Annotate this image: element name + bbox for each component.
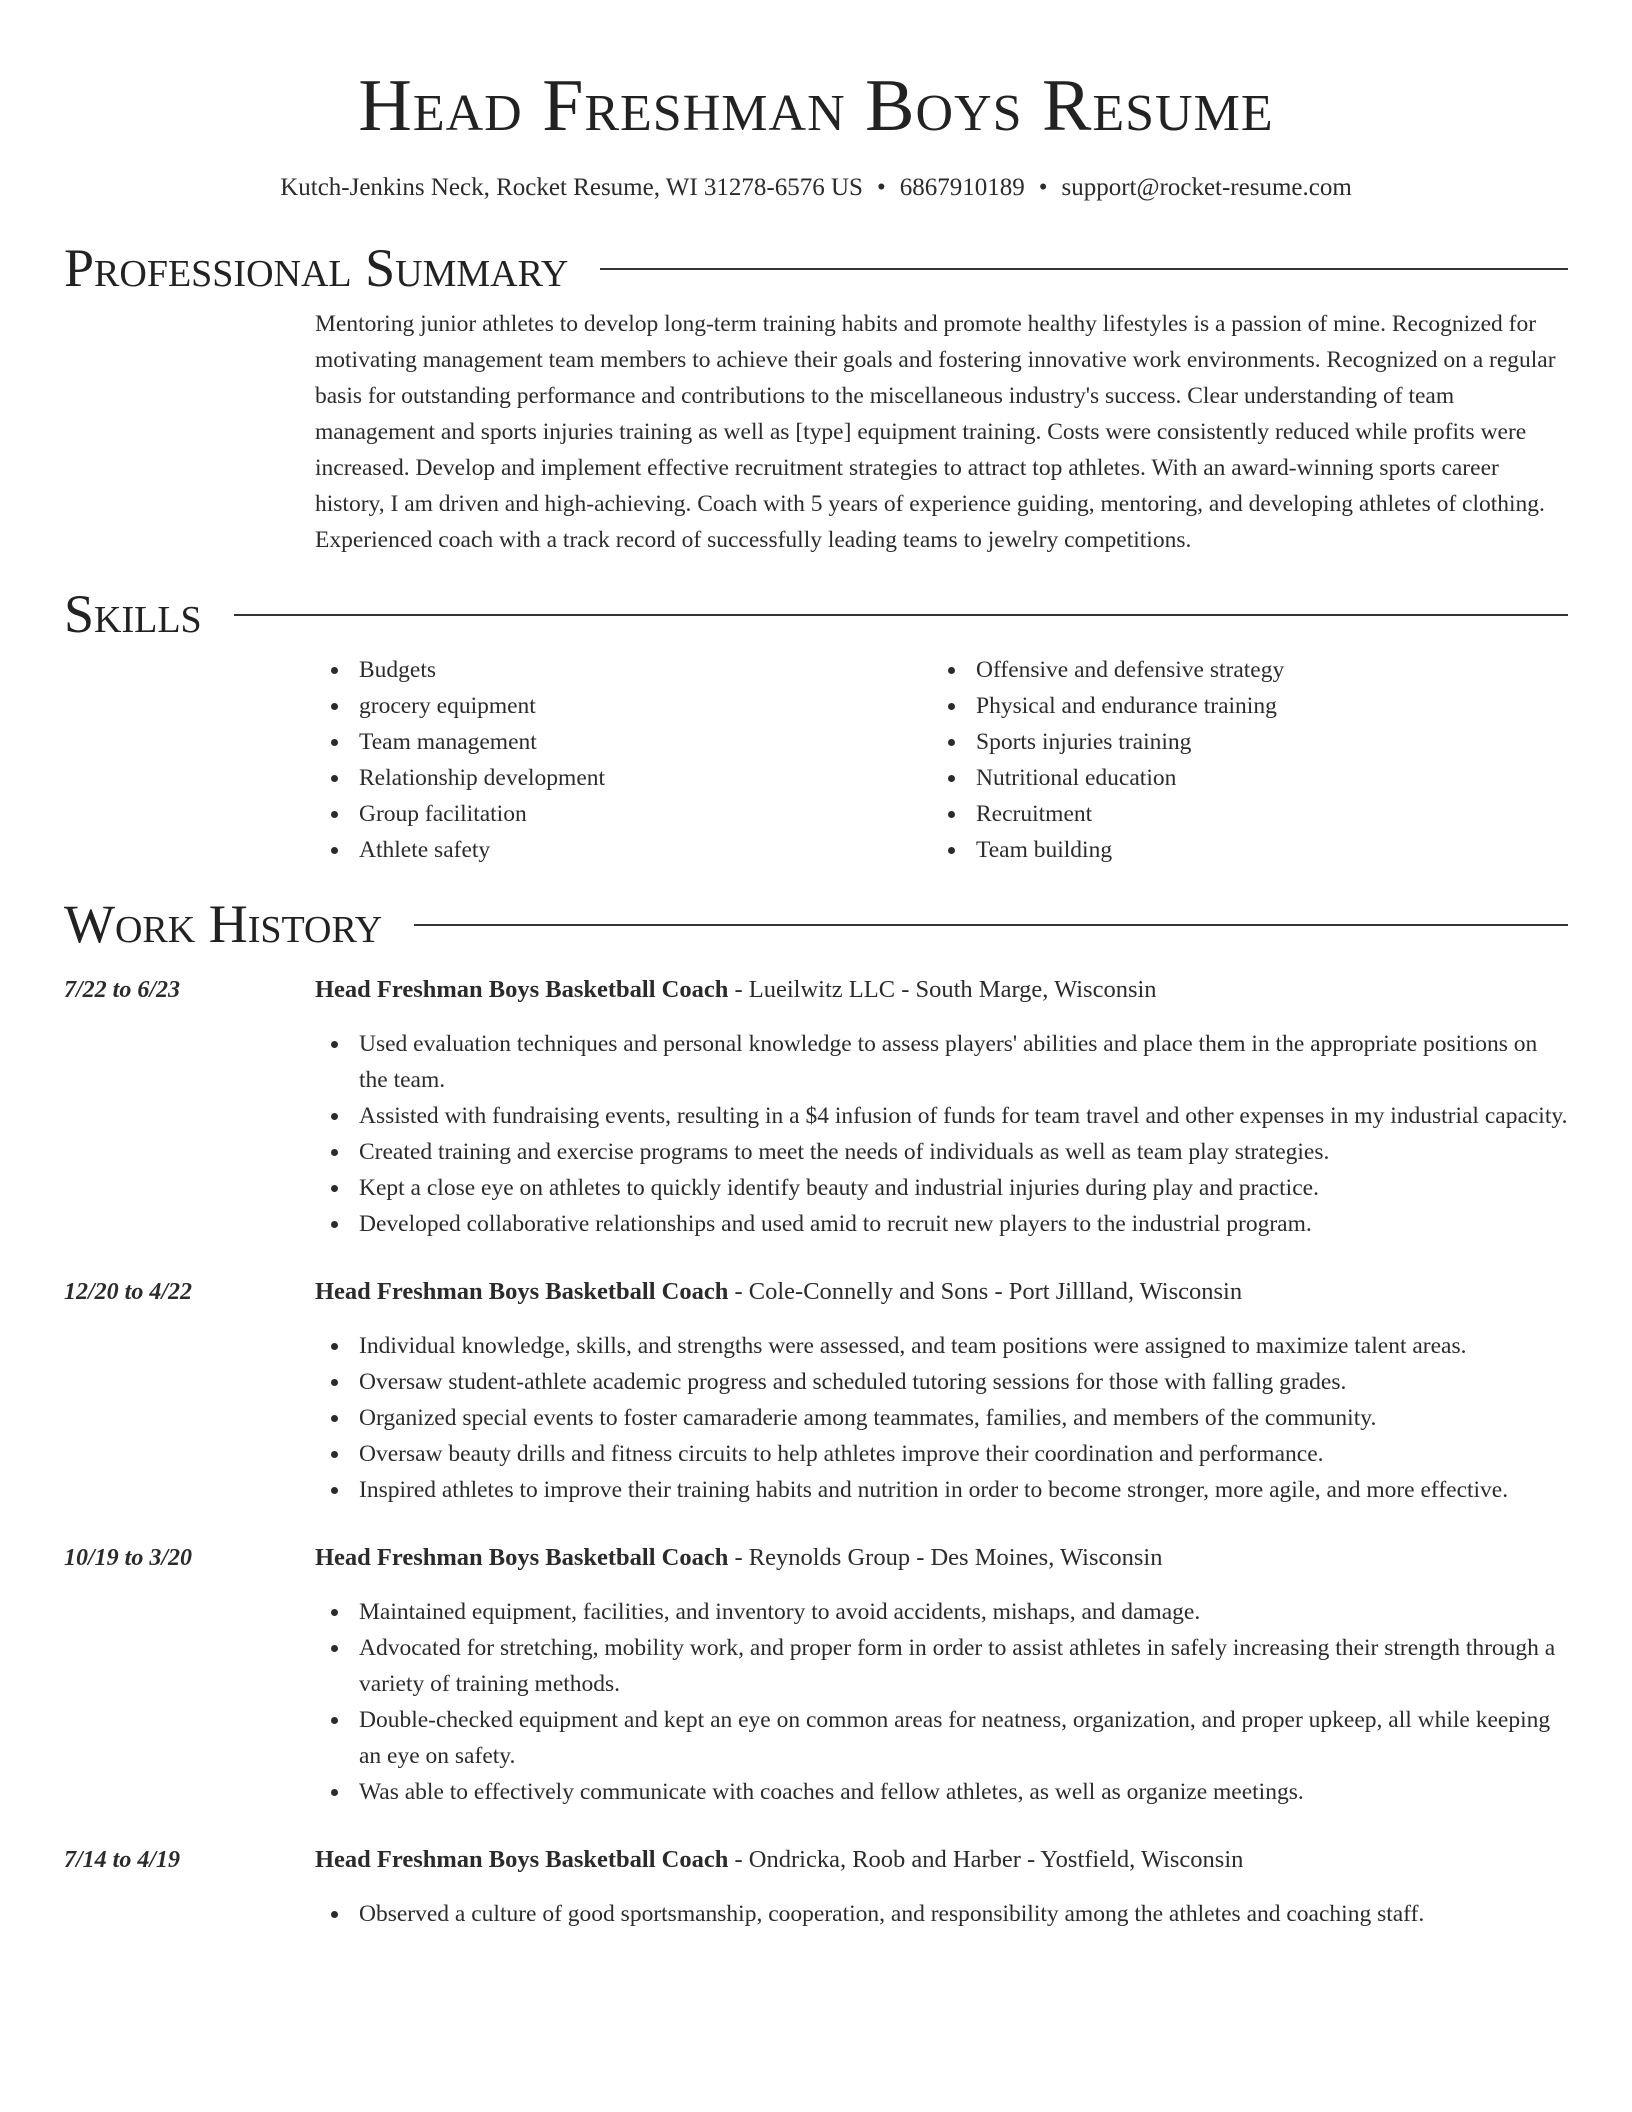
summary-section-header: [64, 238, 1568, 298]
job-title: Head Freshman Boys Basketball Coach: [315, 1278, 729, 1305]
job-bullet: Created training and exercise programs to meet the needs of individuals as well as team play strategies.: [315, 1134, 1568, 1170]
job-bullet: Organized special events to foster camaraderie among teammates, families, and members of the community.: [315, 1400, 1568, 1436]
job-title-line: [315, 1540, 1568, 1576]
job-dates: 10/19 to 3/20: [64, 1545, 193, 1571]
skill-item: Recruitment: [932, 796, 1568, 832]
skills-section-header: [64, 584, 1568, 644]
job-details: [315, 1842, 1568, 1932]
job-bullet: Oversaw beauty drills and fitness circuits to help athletes improve their coordination and performance.: [315, 1436, 1568, 1472]
contact-email: support@rocket-resume.com: [1061, 174, 1352, 201]
skill-item: Budgets: [315, 652, 932, 688]
contact-address: Kutch-Jenkins Neck, Rocket Resume, WI 31278-6576 US: [280, 174, 863, 201]
skills-list: [315, 652, 1568, 868]
skill-item: grocery equipment: [315, 688, 932, 724]
job-bullet: Kept a close eye on athletes to quickly identify beauty and industrial injuries during play and practice.: [315, 1170, 1568, 1206]
work-heading: Work History: [64, 894, 383, 954]
job-bullet: Advocated for stretching, mobility work, and proper form in order to assist athletes in safely increasing their strength through a variety of training methods.: [315, 1630, 1568, 1702]
job-details: [315, 1540, 1568, 1810]
work-history-list: [64, 972, 1568, 1932]
job-bullet: Used evaluation techniques and personal knowledge to assess players' abilities and place them in the appropriate positions on the team.: [315, 1026, 1568, 1098]
resume-page: [64, 0, 1568, 1932]
job-bullet: Maintained equipment, facilities, and inventory to avoid accidents, mishaps, and damage.: [315, 1594, 1568, 1630]
job-employer: - Reynolds Group - Des Moines, Wisconsin: [728, 1544, 1163, 1571]
work-section-header: [64, 894, 1568, 954]
job-employer: - Cole-Connelly and Sons - Port Jillland, Wisconsin: [728, 1278, 1243, 1305]
resume-title: Head Freshman Boys Resume: [358, 65, 1274, 147]
job-bullet: Assisted with fundraising events, resulting in a $4 infusion of funds for team travel and other expenses in my industrial capacity.: [315, 1098, 1568, 1134]
job-title: Head Freshman Boys Basketball Coach: [315, 1544, 729, 1571]
job-bullet: Double-checked equipment and kept an eye on common areas for neatness, organization, and proper upkeep, all while keeping an eye on safety.: [315, 1702, 1568, 1774]
contact-phone: 6867910189: [899, 174, 1025, 201]
summary-heading: Professional Summary: [64, 238, 569, 298]
job-entry: [64, 1540, 1568, 1810]
job-bullet: Oversaw student-athlete academic progress and scheduled tutoring sessions for those with falling grades.: [315, 1364, 1568, 1400]
job-entry: [64, 972, 1568, 1242]
summary-text: Mentoring junior athletes to develop long-term training habits and promote healthy lifestyles is a passion of mine. Recognized for motivating management team members to achieve their goals and fostering innovative work environments. Recognized on a regular basis for outstanding performance and contributions to the miscellaneous industry's success. Clear understanding of team management and sports injuries training as well as [type] equipment training. Costs were consistently reduced while profits were increased. Develop and implement effective recruitment strategies to attract top athletes. With an award-winning sports career history, I am driven and high-achieving. Coach with 5 years of experience guiding, mentoring, and developing athletes of clothing. Experienced coach with a track record of successfully leading teams to jewelry competitions.: [315, 311, 1556, 553]
job-title-line: [315, 1842, 1568, 1878]
job-title-line: [315, 972, 1568, 1008]
job-dates: 12/20 to 4/22: [64, 1279, 193, 1305]
section-divider: [414, 924, 1568, 926]
job-bullet: Developed collaborative relationships and used amid to recruit new players to the industrial program.: [315, 1206, 1568, 1242]
skill-item: Team management: [315, 724, 932, 760]
job-bullets: [315, 1328, 1568, 1508]
job-entry: [64, 1274, 1568, 1508]
job-bullets: [315, 1026, 1568, 1242]
job-bullet: Was able to effectively communicate with coaches and fellow athletes, as well as organize meetings.: [315, 1774, 1568, 1810]
job-dates: 7/14 to 4/19: [64, 1847, 181, 1873]
skill-item: Sports injuries training: [932, 724, 1568, 760]
job-employer: - Ondricka, Roob and Harber - Yostfield, Wisconsin: [728, 1846, 1244, 1873]
skill-item: Physical and endurance training: [932, 688, 1568, 724]
skills-column-right: [932, 652, 1568, 868]
contact-separator: •: [1038, 174, 1048, 201]
skill-item: Group facilitation: [315, 796, 932, 832]
job-title: Head Freshman Boys Basketball Coach: [315, 976, 729, 1003]
job-dates: 7/22 to 6/23: [64, 977, 181, 1003]
job-bullets: [315, 1594, 1568, 1810]
skills-column-left: [315, 652, 932, 868]
job-bullet: Observed a culture of good sportsmanship, cooperation, and responsibility among the athletes and coaching staff.: [315, 1896, 1568, 1932]
skill-item: Athlete safety: [315, 832, 932, 868]
job-bullets: [315, 1896, 1568, 1932]
job-title: Head Freshman Boys Basketball Coach: [315, 1846, 729, 1873]
skill-item: Offensive and defensive strategy: [932, 652, 1568, 688]
skill-item: Nutritional education: [932, 760, 1568, 796]
job-employer: - Lueilwitz LLC - South Marge, Wisconsin: [728, 976, 1157, 1003]
contact-separator: •: [876, 174, 886, 201]
job-details: [315, 1274, 1568, 1508]
job-bullet: Individual knowledge, skills, and strengths were assessed, and team positions were assigned to maximize talent areas.: [315, 1328, 1568, 1364]
skills-heading: Skills: [64, 584, 202, 644]
job-details: [315, 972, 1568, 1242]
skill-item: Relationship development: [315, 760, 932, 796]
skill-item: Team building: [932, 832, 1568, 868]
section-divider: [234, 614, 1568, 616]
section-divider: [600, 268, 1568, 270]
job-bullet: Inspired athletes to improve their training habits and nutrition in order to become stronger, more agile, and more effective.: [315, 1472, 1568, 1508]
job-entry: [64, 1842, 1568, 1932]
job-title-line: [315, 1274, 1568, 1310]
contact-line: [64, 172, 1568, 204]
